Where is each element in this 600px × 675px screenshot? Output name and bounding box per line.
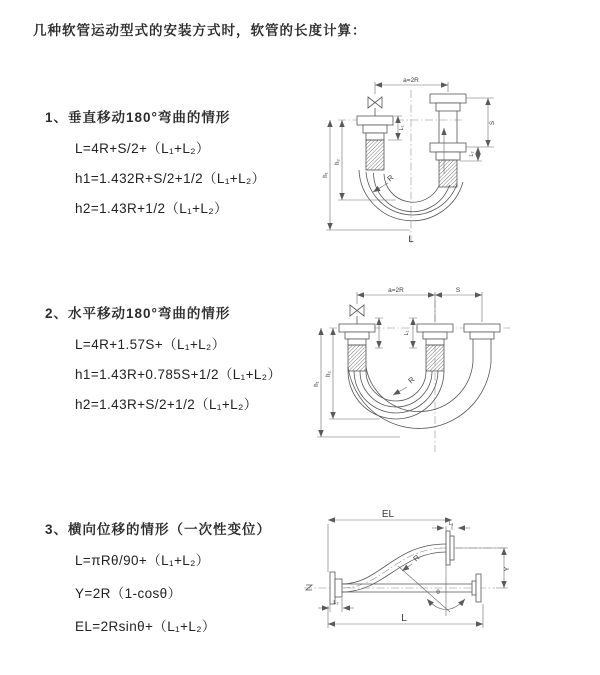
dimension-l1	[432, 521, 470, 528]
dim-label-a2r: a=2R	[403, 77, 419, 84]
radius-label: R	[385, 172, 396, 184]
dim-label-l2: L₂	[333, 600, 339, 606]
dim-label-h1: h₁	[323, 172, 329, 178]
dim-label-s: S	[455, 287, 461, 294]
dim-label-l1: L₁	[448, 521, 454, 527]
right-hose-fitting	[464, 324, 500, 362]
dim-label-y: Y	[504, 566, 511, 572]
formula-length: L=4R+1.57S+（L₁+L₂）	[75, 337, 226, 352]
diagram-lateral-displacement	[300, 502, 600, 645]
section-2	[45, 302, 281, 423]
page-title: 几种软管运动型式的安装方式时，软管的长度计算：	[33, 23, 367, 38]
dimension-l	[328, 604, 483, 628]
middle-hose-fitting	[417, 324, 453, 371]
valve-icon	[368, 97, 382, 116]
formula-h1: h1=1.432R+S/2+1/2（L₁+L₂）	[75, 171, 266, 186]
upper-right-flange	[446, 526, 454, 616]
dimension-a2r-s	[357, 287, 482, 322]
section-3	[45, 518, 271, 648]
length-label: L	[401, 613, 407, 624]
dim-label-h2: h₂	[335, 159, 341, 165]
dimension-l2	[318, 598, 354, 612]
dim-label-h1: h₁	[314, 381, 320, 387]
valve-icon	[350, 305, 364, 324]
displaced-hose-curve	[342, 544, 446, 592]
hose-bend-curves	[348, 362, 491, 428]
radius-label: R	[411, 552, 422, 564]
formula-el: EL=2Rsinθ+（L₁+L₂）	[75, 619, 216, 634]
dim-label-l2: L₂	[469, 151, 475, 157]
formula-length: L=πRθ/90+（L₁+L₂）	[75, 553, 210, 568]
radius-callout	[393, 375, 417, 395]
formula-h2: h2=1.43R+1/2（L₁+L₂）	[75, 201, 228, 216]
left-hose-fitting	[357, 116, 393, 170]
dimension-y	[456, 548, 511, 588]
section-3-heading: 3、横向位移的情形（一次性变位）	[45, 522, 272, 537]
dim-label-l1: L₁	[399, 125, 405, 131]
diagram-vertical-180-bend	[310, 72, 600, 262]
dimension-a2r	[375, 77, 448, 94]
centerline-break-mark	[306, 585, 312, 590]
formula-length: L=4R+S/2+（L₁+L₂）	[75, 141, 210, 156]
section-2-heading: 2、水平移动180°弯曲的情形	[45, 306, 231, 321]
radius-label: R	[406, 374, 417, 386]
diagram-horizontal-180-bend	[305, 282, 600, 467]
section-1	[45, 106, 266, 227]
dim-label-h2: h₂	[326, 371, 332, 377]
section-1-heading: 1、垂直移动180°弯曲的情形	[45, 110, 231, 125]
formula-h1: h1=1.43R+0.785S+1/2（L₁+L₂）	[75, 367, 282, 382]
dim-label-el: EL	[381, 509, 395, 520]
radius-callout	[398, 553, 450, 612]
length-label: L	[408, 234, 414, 245]
formula-h2: h2=1.43R+S/2+1/2（L₁+L₂）	[75, 397, 258, 412]
dim-label-s: S	[489, 120, 496, 126]
formula-y: Y=2R（1-cosθ）	[75, 586, 182, 601]
left-hose-fitting	[339, 324, 375, 371]
dim-label-l1: L₁	[404, 330, 410, 336]
angle-label: θ	[436, 589, 440, 596]
dimension-l1	[375, 318, 417, 348]
dim-label-a2r: a=2R	[388, 287, 404, 294]
right-hose-fitting	[430, 94, 466, 187]
centerlines	[329, 300, 510, 452]
